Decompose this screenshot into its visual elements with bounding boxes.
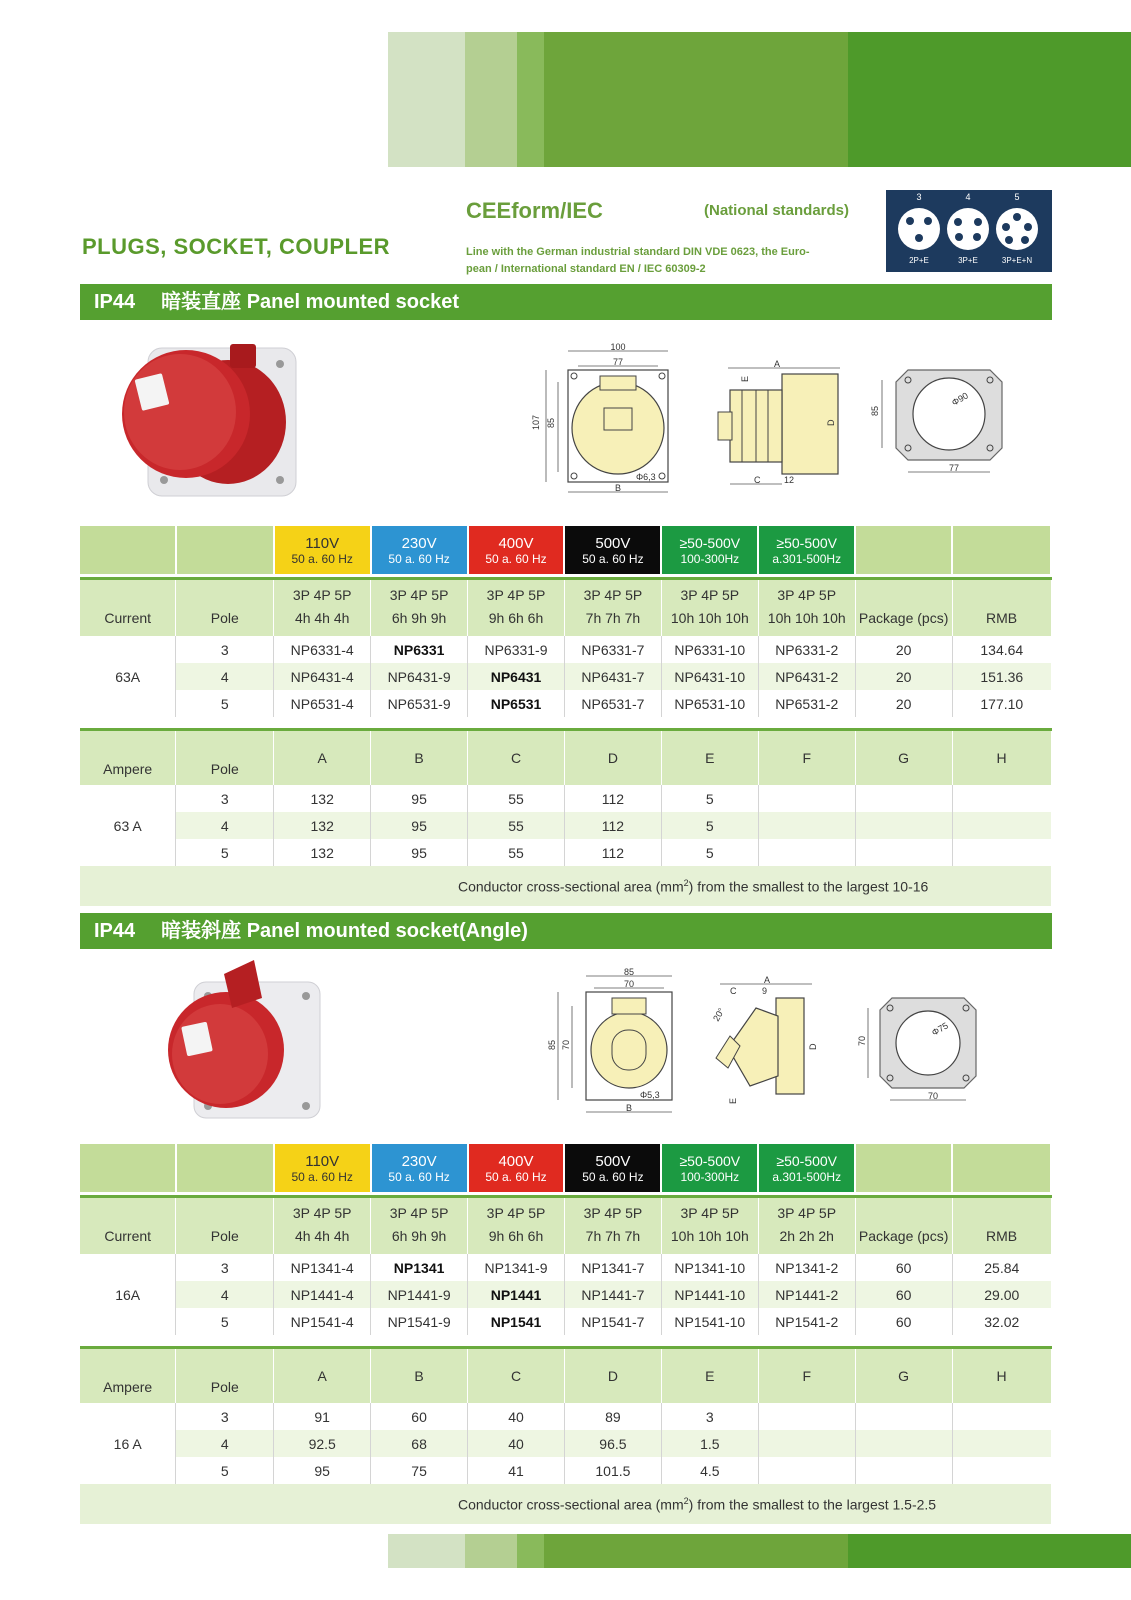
dim-cell [855, 1430, 952, 1457]
code-cell: NP6531 [468, 690, 565, 717]
table-row [80, 1403, 1051, 1430]
dim-b-header: B [371, 1347, 468, 1403]
price-cell: 151.36 [952, 663, 1051, 690]
dim-g-header: G [855, 1347, 952, 1403]
config-header: 3P 4P 5P 9h 6h 6h [468, 578, 565, 636]
pin-count-5: 5 [1014, 192, 1020, 202]
current-value: 16A [80, 1254, 176, 1335]
package-cell: 60 [855, 1254, 952, 1281]
pole-header: Pole [176, 729, 274, 785]
svg-text:B: B [614, 483, 622, 493]
pin-5-icon [996, 208, 1038, 250]
svg-text:Φ5,3: Φ5,3 [640, 1090, 660, 1100]
code-cell: NP6431-2 [758, 663, 855, 690]
dim-cell [952, 1430, 1051, 1457]
price-cell: 134.64 [980, 641, 1024, 658]
dim-cell: 112 [564, 785, 661, 812]
svg-text:70: 70 [857, 1035, 867, 1046]
dim-cell: 95 [371, 785, 468, 812]
code-cell: NP1541-2 [758, 1308, 855, 1335]
section-bar-panel-mounted-angle [80, 913, 1052, 949]
voltage-50-500v-low: ≥50-500V 100-300Hz [661, 526, 758, 574]
code-cell: NP1541-7 [564, 1308, 661, 1335]
national-standards-label: (National standards) [704, 202, 850, 219]
ip-rating: IP44 [94, 291, 136, 313]
pole-cell: 4 [176, 1430, 274, 1457]
svg-text:70: 70 [928, 1091, 939, 1101]
dim-cell [855, 1403, 952, 1430]
pin-count-3: 3 [916, 192, 922, 202]
dim-f-header: F [758, 1347, 855, 1403]
cutout-drawing-angle [857, 990, 1000, 1108]
dim-cell: 5 [661, 785, 758, 812]
dim-cell [952, 1457, 1051, 1484]
code-cell: NP1441-9 [371, 1281, 468, 1308]
dim-c-header: C [468, 729, 565, 785]
dim-h-header: H [952, 1347, 1051, 1403]
dim-cell: 95 [371, 812, 468, 839]
page-title: PLUGS, SOCKET, COUPLER [82, 234, 391, 259]
code-cell: NP1441-7 [564, 1281, 661, 1308]
dim-cell: 96.5 [564, 1430, 661, 1457]
svg-text:Φ75: Φ75 [930, 1020, 950, 1038]
dim-cell: 132 [274, 839, 371, 866]
dim-g-header: G [855, 729, 952, 785]
table-row [80, 839, 1051, 866]
config-header: 3P 4P 5P 6h 9h 9h [371, 1196, 468, 1254]
table-row [80, 690, 1051, 717]
svg-text:C: C [730, 986, 737, 996]
config-header: 3P 4P 5P 10h 10h 10h [661, 1196, 758, 1254]
top-color-bar [388, 32, 1131, 167]
code-cell: NP6531-10 [661, 690, 758, 717]
column-header-row [80, 1196, 1051, 1254]
pole-cell: 5 [176, 839, 274, 866]
pin-4-icon [947, 208, 989, 250]
voltage-400v: 400V 50 a. 60 Hz [468, 1144, 565, 1192]
config-header: 3P 4P 5P 10h 10h 10h [661, 578, 758, 636]
section-title: 暗装直座 Panel mounted socket [161, 291, 459, 313]
code-cell: NP6431-9 [371, 663, 468, 690]
dim-cell: 68 [371, 1430, 468, 1457]
dim-b-header: B [371, 729, 468, 785]
dim-cell [758, 1457, 855, 1484]
pole-cell: 3 [176, 636, 274, 663]
code-cell: NP6331-10 [661, 636, 758, 663]
voltage-500v: 500V 50 a. 60 Hz [564, 526, 661, 574]
dim-cell [952, 812, 1051, 839]
config-header: 3P 4P 5P 7h 7h 7h [564, 578, 661, 636]
code-cell: NP6331-2 [758, 636, 855, 663]
current-header: Current [80, 1196, 176, 1254]
dimension-header-row [80, 729, 1051, 785]
dim-d-header: D [564, 1347, 661, 1403]
config-header: 3P 4P 5P 4h 4h 4h [274, 1196, 371, 1254]
dim-cell [855, 812, 952, 839]
dim-cell: 55 [468, 812, 565, 839]
code-cell: NP1541-10 [661, 1308, 758, 1335]
svg-text:12: 12 [784, 475, 795, 485]
code-cell: NP6531-9 [371, 690, 468, 717]
voltage-header-row [80, 526, 1051, 574]
svg-text:70: 70 [623, 979, 635, 989]
code-cell: NP1441 [468, 1281, 565, 1308]
pin-label-3pe: 3P+E [958, 256, 978, 265]
bottom-color-bar [388, 1534, 1131, 1568]
pole-cell: 5 [176, 690, 274, 717]
front-view-drawing [530, 344, 680, 506]
ampere-header: Ampere [80, 1347, 176, 1403]
price-cell: 29.00 [952, 1281, 1051, 1308]
section-title: 暗装斜座 Panel mounted socket(Angle) [161, 920, 528, 942]
current-value: 63A [80, 636, 176, 717]
voltage-50-500v-high: ≥50-500V a.301-500Hz [758, 526, 855, 574]
pole-cell: 5 [176, 1457, 274, 1484]
code-cell: NP6431 [468, 663, 565, 690]
pole-cell: 3 [176, 1403, 274, 1430]
svg-text:85: 85 [546, 417, 556, 428]
svg-text:D: D [808, 1043, 818, 1050]
svg-text:A: A [764, 975, 771, 985]
table-row [80, 1254, 1051, 1281]
table-row [80, 785, 1051, 812]
dim-cell: 1.5 [661, 1430, 758, 1457]
dim-cell: 112 [564, 839, 661, 866]
config-header: 3P 4P 5P 9h 6h 6h [468, 1196, 565, 1254]
dim-cell: 132 [274, 812, 371, 839]
voltage-110v: 110V 50 a. 60 Hz [274, 526, 371, 574]
package-cell: 20 [855, 636, 952, 663]
code-cell: NP1441-4 [274, 1281, 371, 1308]
dim-cell [855, 1457, 952, 1484]
package-cell: 60 [855, 1308, 952, 1335]
dim-cell: 75 [371, 1457, 468, 1484]
config-header: 3P 4P 5P 7h 7h 7h [564, 1196, 661, 1254]
code-cell: NP1341-9 [468, 1254, 565, 1281]
pole-cell: 4 [176, 663, 274, 690]
dim-cell: 91 [274, 1403, 371, 1430]
pin-count-4: 4 [965, 192, 971, 202]
svg-text:E: E [740, 375, 750, 382]
rmb-header: RMB [952, 1196, 1051, 1254]
dim-f-header: F [758, 729, 855, 785]
code-cell: NP1541-4 [274, 1308, 371, 1335]
pin-label-3pen: 3P+E+N [1001, 256, 1033, 265]
voltage-500v: 500V 50 a. 60 Hz [564, 1144, 661, 1192]
code-cell: NP6531-2 [758, 690, 855, 717]
angle-socket-photo [158, 958, 328, 1130]
standard-description [466, 244, 866, 278]
dim-a-header: A [274, 1347, 371, 1403]
pole-cell: 3 [176, 1254, 274, 1281]
table-row [80, 663, 1051, 690]
current-header: Current [80, 578, 176, 636]
price-cell: 177.10 [980, 695, 1024, 712]
dim-a-header: A [274, 729, 371, 785]
voltage-400v: 400V 50 a. 60 Hz [468, 526, 565, 574]
dimension-header-row [80, 1347, 1051, 1403]
svg-text:9: 9 [762, 986, 768, 996]
dim-cell: 5 [661, 839, 758, 866]
config-header: 3P 4P 5P 2h 2h 2h [758, 1196, 855, 1254]
config-header: 3P 4P 5P 6h 9h 9h [371, 578, 468, 636]
table-row [80, 1308, 1051, 1335]
dim-cell [952, 1403, 1051, 1430]
dim-cell: 89 [564, 1403, 661, 1430]
column-header-row [80, 578, 1051, 636]
svg-text:Φ90: Φ90 [950, 390, 970, 408]
brand-title: CEEform/IEC [466, 198, 603, 223]
pin-configuration-box [886, 190, 1052, 272]
voltage-50-500v-high: ≥50-500V a.301-500Hz [758, 1144, 855, 1192]
dim-cell [758, 785, 855, 812]
code-cell: NP1541-9 [371, 1308, 468, 1335]
dim-e-header: E [661, 1347, 758, 1403]
dim-cell [952, 839, 1051, 866]
side-view-drawing-angle [706, 976, 826, 1110]
price-table-panel-mounted-angle [80, 1144, 1052, 1524]
code-cell: NP6431-4 [274, 663, 371, 690]
dim-cell: 4.5 [661, 1457, 758, 1484]
pin-3-icon [898, 208, 940, 250]
rmb-header: RMB [952, 578, 1051, 636]
code-cell: NP1441-2 [758, 1281, 855, 1308]
dim-cell: 55 [468, 785, 565, 812]
front-view-drawing-angle [547, 967, 680, 1122]
voltage-header-row [80, 1144, 1051, 1192]
svg-text:107: 107 [531, 414, 541, 430]
svg-text:85: 85 [623, 967, 635, 977]
dim-cell: 92.5 [274, 1430, 371, 1457]
dim-cell [758, 812, 855, 839]
code-cell: NP1341-7 [564, 1254, 661, 1281]
dim-cell: 95 [371, 839, 468, 866]
dim-cell [952, 785, 1051, 812]
pole-header: Pole [176, 1347, 274, 1403]
svg-text:20°: 20° [711, 1006, 727, 1023]
pole-cell: 3 [176, 785, 274, 812]
dim-e-header: E [661, 729, 758, 785]
ampere-value: 63 A [80, 785, 176, 866]
dim-cell: 132 [274, 785, 371, 812]
svg-text:E: E [728, 1097, 738, 1104]
price-table-panel-mounted [80, 526, 1052, 906]
svg-text:100: 100 [610, 342, 626, 352]
dim-cell [758, 839, 855, 866]
standard-line-2: pean / International standard EN / IEC 60309-2 [466, 263, 706, 275]
table-row [80, 636, 1051, 663]
dim-cell: 55 [468, 839, 565, 866]
code-cell: NP6331-4 [274, 636, 371, 663]
svg-text:B: B [625, 1103, 633, 1113]
config-header: 3P 4P 5P 4h 4h 4h [274, 578, 371, 636]
package-header: Package (pcs) [855, 578, 952, 636]
dim-cell [855, 785, 952, 812]
svg-text:77: 77 [949, 463, 960, 473]
standard-line-1: Line with the German industrial standard DIN VDE 0623, the Euro- [466, 246, 810, 258]
table-row [80, 1457, 1051, 1484]
svg-text:Φ6,3: Φ6,3 [636, 472, 656, 482]
ampere-header: Ampere [80, 729, 176, 785]
code-cell: NP6331-9 [468, 636, 565, 663]
cutout-drawing [872, 358, 1022, 482]
dim-cell: 112 [564, 812, 661, 839]
dim-cell: 60 [371, 1403, 468, 1430]
pin-label-2pe: 2P+E [909, 256, 929, 265]
dim-cell: 5 [661, 812, 758, 839]
code-cell: NP6431-7 [564, 663, 661, 690]
code-cell: NP6531-7 [564, 690, 661, 717]
svg-text:85: 85 [547, 1039, 557, 1050]
code-cell: NP1341-10 [661, 1254, 758, 1281]
ip-rating: IP44 [94, 920, 136, 942]
conductor-note: Conductor cross-sectional area $(mm^2)$ from the smallest to the largest 1.5-2.5 [80, 1484, 1051, 1524]
conductor-note: Conductor cross-sectional area $(mm^2)$ from the smallest to the largest 10-16 [80, 866, 1051, 906]
ampere-value: 16 A [80, 1403, 176, 1484]
pole-cell: 5 [176, 1308, 274, 1335]
dim-cell [758, 1430, 855, 1457]
package-cell: 60 [855, 1281, 952, 1308]
pole-header: Pole [176, 1196, 274, 1254]
voltage-50-500v-low: ≥50-500V 100-300Hz [661, 1144, 758, 1192]
package-cell: 20 [855, 663, 952, 690]
pole-cell: 4 [176, 812, 274, 839]
dim-cell: 41 [468, 1457, 565, 1484]
table-row [80, 1281, 1051, 1308]
svg-text:C: C [754, 475, 761, 485]
pole-cell: 4 [176, 1281, 274, 1308]
conductor-note-row [80, 866, 1051, 906]
conductor-note-row [80, 1484, 1051, 1524]
code-cell: NP6331 [371, 636, 468, 663]
dim-cell: 40 [468, 1430, 565, 1457]
dim-cell: 95 [274, 1457, 371, 1484]
dim-cell [855, 839, 952, 866]
code-cell: NP1341-2 [758, 1254, 855, 1281]
code-cell: NP6431-10 [661, 663, 758, 690]
table-row [80, 812, 1051, 839]
voltage-110v: 110V 50 a. 60 Hz [274, 1144, 371, 1192]
code-cell: NP1341-4 [274, 1254, 371, 1281]
dim-cell: 40 [468, 1403, 565, 1430]
dim-c-header: C [468, 1347, 565, 1403]
voltage-230v: 230V 50 a. 60 Hz [371, 526, 468, 574]
code-cell: NP1441-10 [661, 1281, 758, 1308]
svg-text:A: A [774, 359, 781, 369]
section-bar-panel-mounted [80, 284, 1052, 320]
svg-text:85: 85 [870, 405, 880, 416]
table-row [80, 1430, 1051, 1457]
side-view-drawing [708, 360, 848, 498]
price-cell: 25.84 [984, 1259, 1020, 1276]
pole-header: Pole [176, 578, 274, 636]
dim-cell: 101.5 [564, 1457, 661, 1484]
voltage-230v: 230V 50 a. 60 Hz [371, 1144, 468, 1192]
code-cell: NP6531-4 [274, 690, 371, 717]
code-cell: NP1541 [468, 1308, 565, 1335]
dim-d-header: D [564, 729, 661, 785]
price-cell: 32.02 [984, 1313, 1020, 1330]
package-header: Package (pcs) [855, 1196, 952, 1254]
dim-cell: 3 [661, 1403, 758, 1430]
svg-text:70: 70 [561, 1039, 571, 1050]
panel-socket-photo [108, 334, 308, 504]
code-cell: NP6331-7 [564, 636, 661, 663]
code-cell: NP1341 [371, 1254, 468, 1281]
svg-text:D: D [826, 419, 836, 426]
package-cell: 20 [855, 690, 952, 717]
dim-h-header: H [952, 729, 1051, 785]
dim-cell [758, 1403, 855, 1430]
config-header: 3P 4P 5P 10h 10h 10h [758, 578, 855, 636]
svg-text:77: 77 [612, 357, 624, 367]
